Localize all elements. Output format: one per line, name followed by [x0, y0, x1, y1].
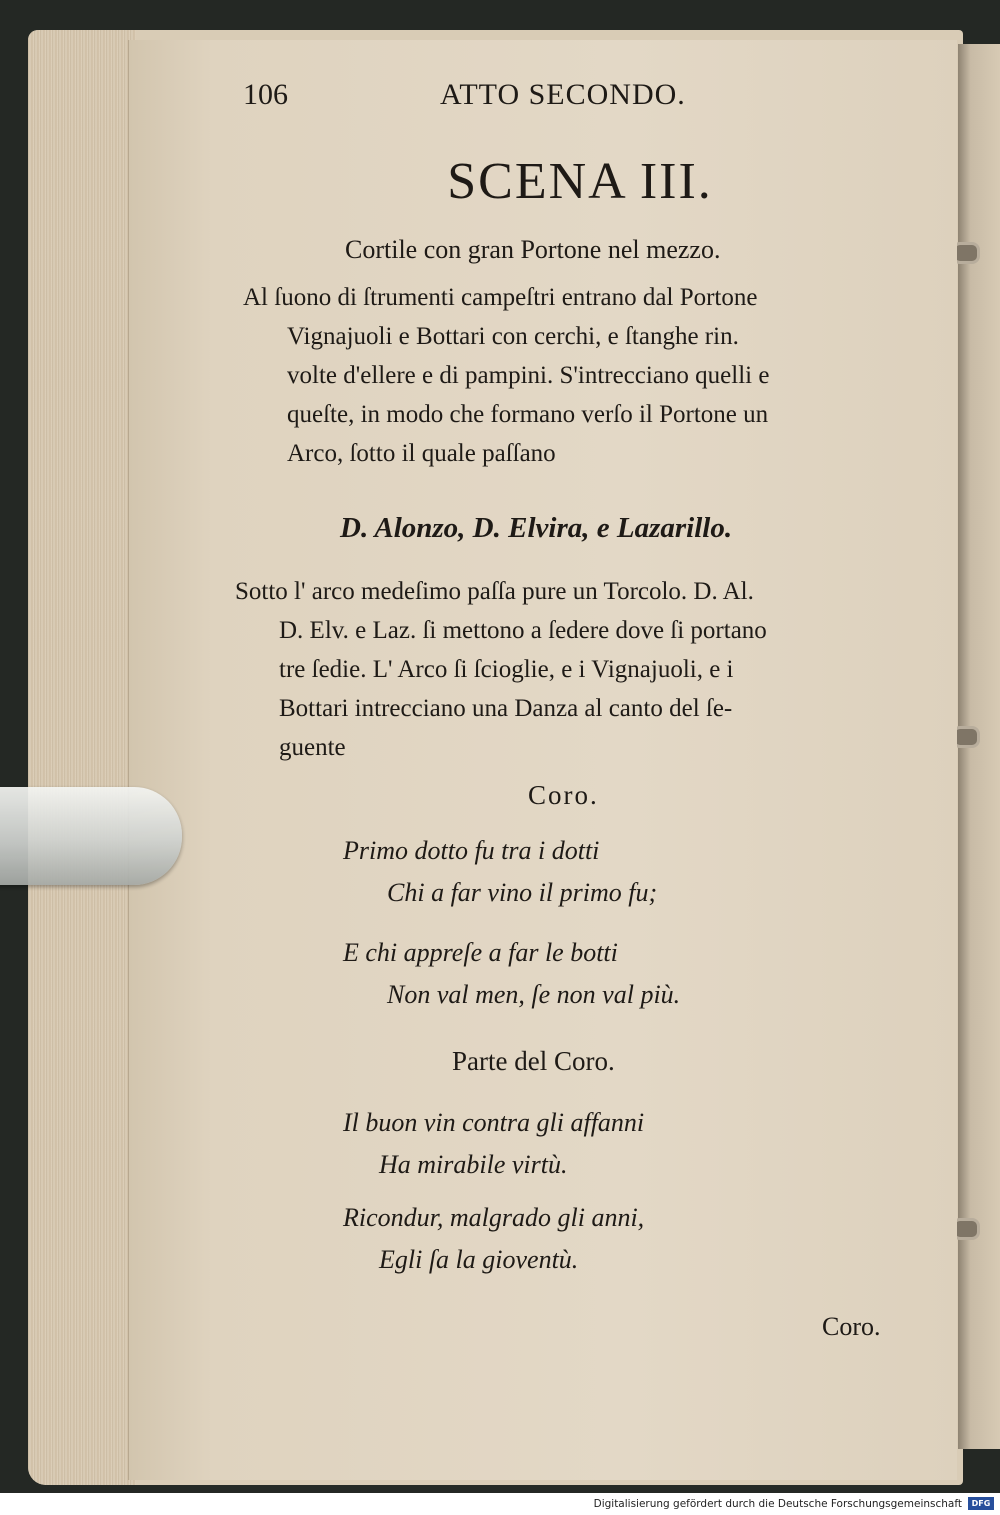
verse-line: Ha mirabile virtù.	[379, 1150, 568, 1179]
verse-line: Ricondur, malgrado gli anni,	[343, 1203, 645, 1232]
footer-credit: Digitalisierung gefördert durch die Deutsche Forschungsgemeinschaft	[593, 1498, 962, 1510]
text-line: tre ſedie. L' Arco ſi ſcioglie, e i Vignajuoli, e i	[279, 656, 734, 683]
text-line: Arco, ſotto il quale paſſano	[287, 440, 556, 467]
verse-line: E chi appreſe a far le botti	[343, 938, 618, 967]
page-edges	[28, 30, 136, 1485]
stage-direction-2	[235, 572, 915, 767]
text-line: queſte, in modo che formano verſo il Portone un	[287, 401, 769, 428]
verse-line: Primo dotto fu tra i dotti	[343, 836, 600, 865]
text-line: Bottari intrecciano una Danza al canto del ſe-	[279, 695, 733, 722]
text-line: Sotto l' arco medeſimo paſſa pure un Torcolo. D. Al.	[235, 578, 754, 605]
text-line: D. Elv. e Laz. ſi mettono a ſedere dove ſi portano	[279, 617, 767, 644]
catchword: Coro.	[822, 1312, 881, 1341]
running-title: ATTO SECONDO.	[440, 78, 686, 111]
verse-line: Il buon vin contra gli affanni	[343, 1108, 645, 1137]
parte-coro-heading: Parte del Coro.	[452, 1046, 615, 1076]
footer-bar	[0, 1493, 1000, 1515]
text-line: volte d'ellere e di pampini. S'intrecciano quelli e	[287, 362, 770, 389]
stage-direction-1	[243, 278, 923, 473]
verse-line: Non val men, ſe non val più.	[387, 980, 681, 1009]
scene-setting: Cortile con gran Portone nel mezzo.	[345, 235, 721, 264]
dfg-logo-icon: DFG	[968, 1497, 994, 1510]
bookmark-clip	[0, 787, 182, 885]
text-line: Vignajuoli e Bottari con cerchi, e ſtanghe rin.	[287, 323, 739, 350]
coro-heading: Coro.	[528, 780, 599, 810]
character-list: D. Alonzo, D. Elvira, e Lazarillo.	[340, 512, 733, 544]
verse-line: Chi a far vino il primo fu;	[387, 878, 658, 907]
text-line: guente	[279, 734, 346, 761]
page-number: 106	[243, 78, 288, 111]
verse-stanza	[343, 1197, 644, 1281]
verse-stanza	[343, 830, 657, 914]
text-line: Al ſuono di ſtrumenti campeſtri entrano dal Portone	[243, 284, 758, 311]
verse-line: Egli ſa la gioventù.	[379, 1245, 579, 1274]
verse-stanza	[343, 932, 680, 1016]
scene-title: SCENA III.	[447, 153, 713, 210]
verse-stanza	[343, 1102, 644, 1186]
